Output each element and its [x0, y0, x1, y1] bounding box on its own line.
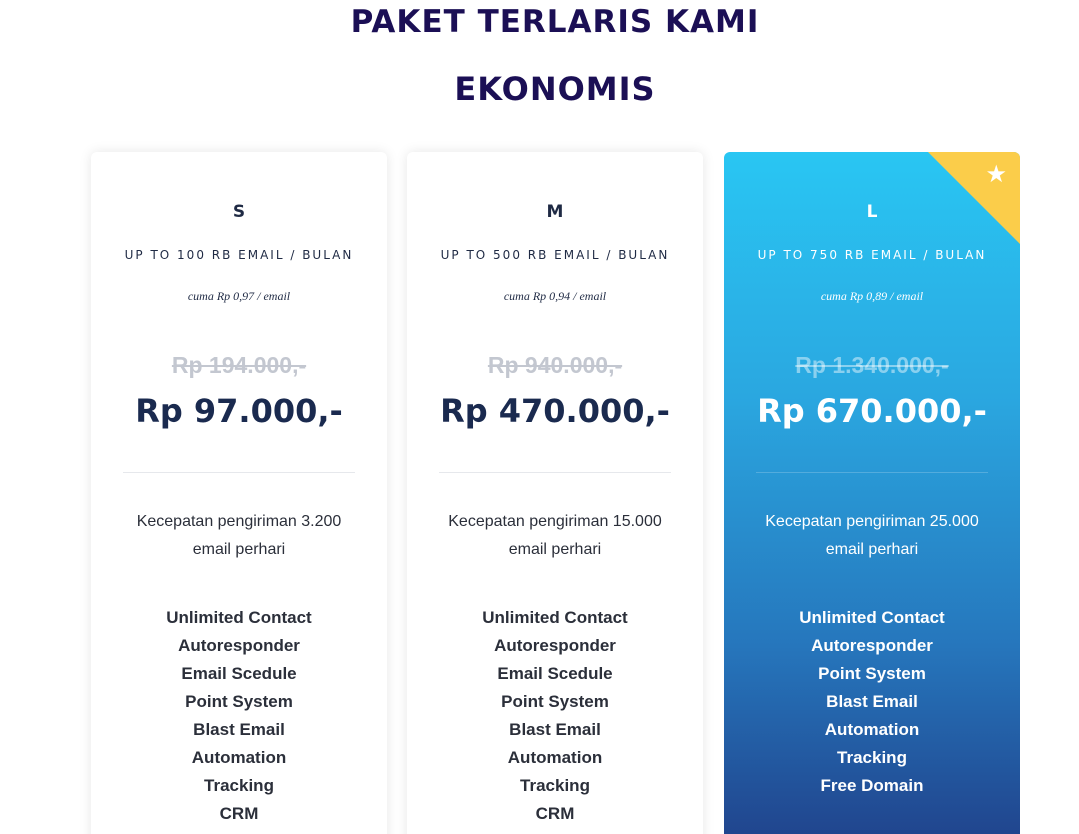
plan-price-per-email: cuma Rp 0,97 / email — [187, 289, 291, 303]
feature-item: Blast Email — [193, 720, 285, 739]
page-title: PAKET TERLARIS KAMI — [350, 4, 760, 40]
plan-card-m[interactable] — [407, 152, 703, 834]
plan-name: S — [232, 202, 246, 222]
plan-price-per-email: cuma Rp 0,89 / email — [820, 289, 924, 303]
feature-item: Unlimited Contact — [482, 608, 628, 627]
divider — [439, 472, 671, 473]
feature-item: Blast Email — [509, 720, 601, 739]
feature-item: Automation — [507, 748, 603, 767]
divider — [123, 472, 355, 473]
feature-item: Blast Email — [826, 692, 918, 711]
feature-item: CRM — [535, 804, 575, 823]
plan-price: Rp 470.000,- — [440, 392, 670, 430]
feature-item: CRM — [219, 804, 259, 823]
feature-item: Tracking — [520, 776, 590, 795]
plan-price-per-email: cuma Rp 0,94 / email — [503, 289, 607, 303]
plan-old-price: Rp 194.000,- — [171, 352, 307, 378]
feature-item: Email Scedule — [181, 664, 297, 683]
plan-card-s[interactable] — [91, 152, 387, 834]
feature-item: Free Domain — [820, 776, 924, 795]
star-icon: ★ — [985, 160, 1007, 188]
feature-item: Autoresponder — [178, 636, 300, 655]
plan-quota: UP TO 750 RB EMAIL / BULAN — [757, 248, 987, 262]
plan-name: M — [546, 202, 564, 222]
feature-item: Autoresponder — [811, 636, 933, 655]
plan-price: Rp 670.000,- — [757, 392, 987, 430]
feature-item: Point System — [501, 692, 609, 711]
feature-item: Automation — [191, 748, 287, 767]
feature-list — [91, 604, 387, 828]
feature-item: Unlimited Contact — [166, 608, 312, 627]
plan-speed: Kecepatan pengiriman 25.000 email perhari — [765, 513, 979, 558]
plan-old-price: Rp 940.000,- — [487, 352, 623, 378]
plan-card-l[interactable] — [724, 152, 1020, 834]
feature-item: Point System — [185, 692, 293, 711]
feature-list — [407, 604, 703, 828]
plan-speed: Kecepatan pengiriman 15.000 email perhari — [448, 513, 662, 558]
feature-list — [724, 604, 1020, 800]
feature-item: Automation — [824, 720, 920, 739]
feature-item: Email Scedule — [497, 664, 613, 683]
divider — [756, 472, 988, 473]
page-subtitle: EKONOMIS — [454, 70, 656, 108]
feature-item: Point System — [818, 664, 926, 683]
feature-item: Tracking — [837, 748, 907, 767]
plan-quota: UP TO 500 RB EMAIL / BULAN — [440, 248, 670, 262]
plan-name: L — [866, 202, 878, 222]
feature-item: Autoresponder — [494, 636, 616, 655]
feature-item: Unlimited Contact — [799, 608, 945, 627]
feature-item: Tracking — [204, 776, 274, 795]
plan-old-price: Rp 1.340.000,- — [795, 352, 949, 378]
plan-speed: Kecepatan pengiriman 3.200 email perhari — [136, 513, 342, 558]
plan-price: Rp 97.000,- — [135, 392, 343, 430]
plan-quota: UP TO 100 RB EMAIL / BULAN — [124, 248, 354, 262]
